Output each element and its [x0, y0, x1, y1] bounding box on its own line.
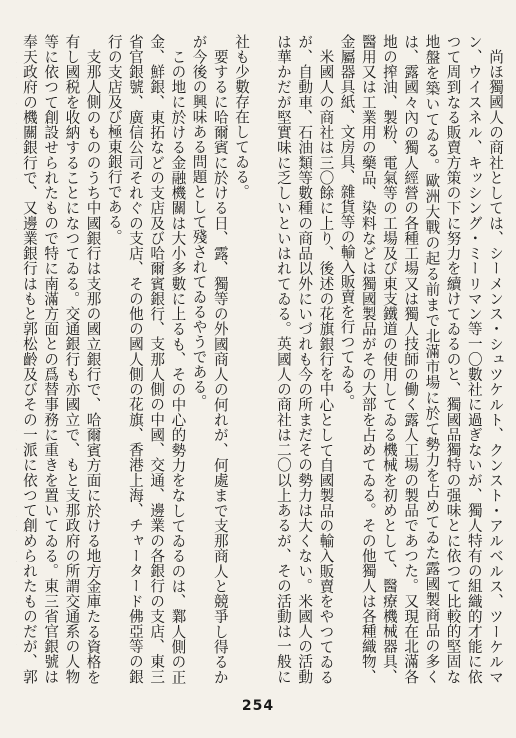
right-text-column: [270, 34, 506, 684]
paragraph: 尚ほ獨國人の商社としては、シーメンス・シュツケルト、クンスト・アルベルス、ツーケルマン、ウイスネル、キッシング・ミーリマン等一〇數社に過ぎないが、獨人特有の組織的才能に依つて周到なる販賣方策の下に努力を續けてゐるのと、獨國品獨特の强味とに依つて比較的堅固な地盤を築いてゐる。歐洲大戰の起る前まで北滿市場に於て勢力を占めてゐた露國製商品の多くは、露國々內の獨人經營の各種工場又は獨人技師の働く露人工場の製品であつた。又現在北滿各地の搾油、製粉、電氣等の工場及び東支鐵道の使用してゐる機械を初めとして、醫療機械器具、醫用又は工業用の藥品、染料などは獨國製品がその大部を占めてゐる。その他獨人は各種織物、金屬器具紙、文房具、雜貨等の輸入販賣を行つてゐる。: [338, 34, 504, 684]
paragraph: この地に於ける金融機關は大小多數に上るも、その中心的勢力をなしてゐるのは、鄴人側の正金、鮮銀、東拓などの支店及び哈爾賓銀行、支那人側の中國、交通、邊業の各銀行の支店、東三省官銀號、廣信公司それぐの支店、その他の國人側の花旗、香港上海、チャータード佛亞等の銀行の支店及び極東銀行である。: [105, 34, 187, 684]
paragraph: 社も少數存在してゐる。: [233, 34, 250, 199]
paragraph: 米國人の商社は三〇餘に上り、後述の花旗銀行を中心として自國製品の輸入販賣をやつてゐるが、自動車、石油類等數種の商品以外にいづれも今の所まだその勢力は大くない。米國人の活動は華かだが堅實味に乏しいといはれてゐる。英國人の商社は二〇以上あるが、その活動は一般に: [274, 34, 335, 684]
paragraph: 要するに哈爾賓に於ける日、露、獨等の外國商人の何れが、何處まで支那商人と競爭し得るかが今後の興味ある問題として殘されてゐるやうである。: [190, 34, 229, 684]
page-number: 254: [241, 698, 275, 714]
left-text-column: [16, 34, 252, 684]
paragraph: 支那人側のもののうち中國銀行は支那の國立銀行で、哈爾賓方面に於ける地方金庫たる資格を有し國税を收納することになつてゐる。交通銀行も亦國立で、もと支那政府の所謂交通系の人物等に依つて創設せられたもので特に南滿方面との爲替事務に重きを置いてゐる。東三省官銀號は奉天政府の機關銀行で、又邊業銀行はもと郭松齡及びその一派に依つて創められたものだが、郭: [20, 34, 102, 684]
